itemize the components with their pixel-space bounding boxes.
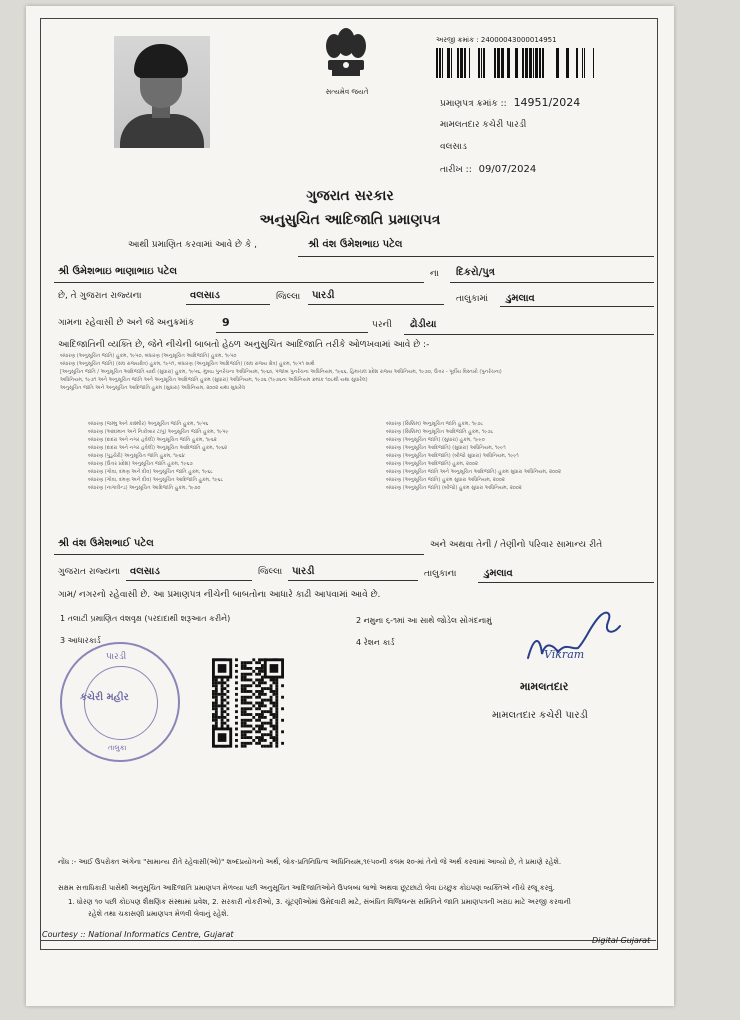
taluka-value: પારડી bbox=[312, 290, 335, 301]
district-value: વલસાડ bbox=[190, 290, 220, 301]
relation-value: દિકરો/પુત્ર bbox=[456, 267, 495, 278]
note-1: નોંધ :- આઈ ઉપરોક્ત અંગેના "સામાન્ય રીતે રહેવાસી(ઓ)" શબ્દપ્રયોગનો અર્થ, લોક-પ્રતિનિધિત્વ અધિનિયમ,૧૯૫૦ની કલમ ૨૦-માં તેનો જે અર્થ કરવામાં આવ્યો છે, તે પ્રમાણે રહેશે. bbox=[58, 858, 562, 866]
legal-order-line: બંધારણ (નાગાલેન્ડ) અનુસૂચિત આદિજાતિ હુકમ, ૧૯૭૦ bbox=[88, 485, 201, 491]
certify-text: આથી પ્રમાણિત કરવામાં આવે છે કે , bbox=[128, 240, 257, 250]
signature-scribble: Vikram bbox=[544, 648, 585, 661]
tribe-name: ઢોડીયા bbox=[410, 319, 437, 330]
legal-order-line: બંધારણ (દાદરા અને નગર હવેલી) અનુસૂચિત જાતિ હુકમ, ૧૯૬૨ bbox=[88, 437, 217, 443]
certificate-sheet bbox=[26, 6, 674, 1006]
person-name-2: શ્રી વંશ ઉમેશભાઈ પટેલ bbox=[58, 538, 154, 549]
application-number: અરજી ક્રમાંક : 24000043000014951 bbox=[436, 36, 557, 44]
seal-top-text: પારડી bbox=[106, 652, 127, 662]
district-label-2: જિલ્લા bbox=[258, 567, 283, 577]
legal-order-line: બંધારણ (અનુસૂચિત જાતિ) (સુધારા) હુકમ, ૧૯૯૦ bbox=[386, 437, 485, 443]
seal-center-text: કચેરી મહીર bbox=[80, 692, 129, 703]
note-4: રહેશે તથા ચકાસણી પ્રમાણપત્ર મેળવી લેવાનું રહેશે. bbox=[88, 910, 229, 918]
legal-orders-right bbox=[386, 420, 561, 492]
document-2: 2 નમુના ૬-૧માં આ સાથે જોડેલ સોગંદનામું bbox=[356, 616, 492, 625]
serial-number: 9 bbox=[222, 316, 230, 329]
legal-order-line: બંધારણ (અનુસૂચિત જાતિ) (બીજો) હુકમ સુધારા અધિનિયમ, ૨૦૦૨ bbox=[386, 485, 522, 491]
certificate-title: અનુસુચિત આદિજાતિ પ્રમાણપત્ર bbox=[259, 212, 441, 228]
village-value: ડુમલાવ bbox=[506, 293, 535, 304]
district-value-2: વલસાડ bbox=[130, 566, 160, 577]
legal-order-line: બંધારણ (ઉત્તર પ્રદેશ) અનુસૂચિત જાતિ હુકમ, ૧૯૬૭ bbox=[88, 461, 193, 467]
taluka-label: તાલુકામાં bbox=[456, 294, 489, 304]
legal-order-line: અધિનિયમ, ૧૯૭૧ અને અનુસૂચિત જાતિ અને અનુસૂચિત આદિજાતિ હુકમ (સુધારા) અધિનિયમ, ૧૯૭૬ (૧૯૭૬ના અધિનિયમ ક્રમાંક ૧૦૮થી યથા સુધારેલ) bbox=[60, 377, 368, 383]
legal-order-line: અનુસૂચિત જાતિ અને અનુસૂચિત આદિજાતિ હુકમ (સુધારા) અધિનિયમ, ૨૦૦૨ યથા સુધારેલ bbox=[60, 385, 246, 391]
document-3: 3 આધારકાર્ડ bbox=[60, 636, 101, 645]
legal-order-line: બંધારણ (અનુસૂચિત આદિજાતિ) હુકમ, ૨૦૦૨ bbox=[386, 461, 478, 467]
qr-code bbox=[212, 658, 284, 748]
legal-order-line: બંધારણ (અનુસૂચિત આદિજાતિ) (બીજો સુધારા) અધિનિયમ, ૧૯૯૧ bbox=[386, 453, 519, 459]
document-1: 1 તલાટી પ્રમાણિત વંશવૃક્ષ (પરદાદાથી શરૂઆત કરીને) bbox=[60, 614, 231, 623]
taluka-label-2: તાલુકાના bbox=[424, 569, 457, 579]
legal-order-line: બંધારણ (આંદામાન અને નિકોબાર ટાપુ) અનુસૂચિત જાતિ હુકમ, ૧૯૫૯ bbox=[88, 429, 229, 435]
footer-courtesy: Courtesy :: National Informatics Centre, Gujarat bbox=[42, 930, 234, 939]
legal-order-line: બંધારણ (સિક્કિમ) અનુસૂચિત આદિજાતિ હુકમ, ૧૯૭૮ bbox=[386, 429, 494, 435]
state-prefix-2: ગુજરાત રાજ્યના bbox=[58, 567, 121, 577]
relation-label: ના bbox=[430, 269, 439, 279]
cert-number: 14951/2024 bbox=[513, 96, 581, 109]
cert-number-label: પ્રમાણપત્ર ક્રમાંક :: bbox=[440, 99, 507, 109]
legal-orders-left bbox=[88, 420, 228, 492]
resident-text: ગામના રહેવાસી છે અને જે અનુક્રમાંક bbox=[58, 318, 195, 328]
office-seal bbox=[60, 642, 180, 762]
legal-order-line: બંધારણ (પુડુચેરી) અનુસૂચિત જાતિ હુકમ, ૧૯૬૪ bbox=[88, 453, 185, 459]
signature bbox=[520, 596, 630, 676]
tribe-text: આદિજાતિની વ્યક્તિ છે, જેને નીચેની બાબતો હેઠળ અનુસુચિત આદિજાતિ તરીકે ઓળખવામાં આવે છે :- bbox=[58, 340, 430, 350]
legal-order-line: બંધારણ (ગોવા, દમણ અને દીવ) અનુસૂચિત જાતિ હુકમ, ૧૯૬૮ bbox=[88, 469, 213, 475]
header-district: વલસાડ bbox=[440, 142, 467, 152]
legal-order-line: બંધારણ (દાદરા અને નગર હવેલી) અનુસૂચિત આદિજાતિ હુકમ, ૧૯૬૨ bbox=[88, 445, 228, 451]
legal-order-line: બંધારણ (અનુસૂચિત આદિજાતિ) (સુધારા) અધિનિયમ, ૧૯૯૧ bbox=[386, 445, 506, 451]
document-4: 4 રેશન કાર્ડ bbox=[356, 638, 395, 647]
footer-brand: Digital Gujarat bbox=[592, 936, 651, 945]
legal-order-line: બંધારણ (ગોવા, દમણ અને દીવ) અનુસૂચિત આદિજાતિ હુકમ, ૧૯૬૮ bbox=[88, 477, 224, 483]
parent-name: શ્રી ઉમેશભાઇ ભાણાભાઇ પટેલ bbox=[58, 266, 178, 277]
legal-order-line: બંધારણ (જમ્મુ અને કાશ્મીર) અનુસૂચિત જાતિ હુકમ, ૧૯૫૬ bbox=[88, 421, 209, 427]
certified-person-name: શ્રી વંશ ઉમેશભાઇ પટેલ bbox=[308, 239, 403, 250]
issue-date-row bbox=[440, 164, 536, 175]
taluka-value-2: પારડી bbox=[292, 566, 315, 577]
legal-orders-intro bbox=[60, 352, 502, 392]
basis-text: ગામ/ નગરનો રહેવાસી છે. આ પ્રમાણપત્ર નીચેની બાબતોના આધારે કાઢી આપવામાં આવે છે. bbox=[58, 590, 381, 600]
state-prefix: છે, તે ગુજરાત રાજ્યના bbox=[58, 291, 142, 301]
district-label: જિલ્લા bbox=[276, 292, 301, 302]
legal-order-line: બંધારણ (સિક્કિમ) અનુસૂચિત જાતિ હુકમ, ૧૯૭૮ bbox=[386, 421, 484, 427]
family-text: અને અથવા તેની / તેણીનો પરિવાર સામાન્ય રીતે bbox=[430, 540, 603, 550]
issuing-office: મામલતદાર કચેરી પારડી bbox=[440, 120, 527, 130]
note-3: 1. ધોરણ ૧૦ પછી કોઇપણ શૈક્ષણિક સંસ્થામાં પ્રવેશ, 2. સરકારી નોકરીઓ, 3. ચૂંટણીઓમાં ઉમેદવારી માટે, સંબંધિત વિજિલન્સ સમિતિને જાતિ પ્રમાણપત્રની ખરાઇ માટે અરજી કરવાની bbox=[68, 898, 571, 906]
signatory-designation: મામલતદાર bbox=[520, 680, 569, 693]
barcode bbox=[436, 48, 606, 78]
applicant-photo bbox=[114, 36, 210, 148]
seal-bottom-text: તાલુકા bbox=[108, 744, 127, 752]
emblem-caption: સત્યમેવ જયતે bbox=[325, 88, 369, 96]
legal-order-line: બંધારણ (અનુસૂચિત જાતિ) હુકમ, ૧૯૫૦, બંધારણ (અનુસૂચિત આદિજાતિ) હુકમ, ૧૯૫૦ bbox=[60, 353, 237, 359]
serial-suffix: પરની bbox=[372, 320, 392, 330]
legal-order-line: બંધારણ (અનુસૂચિત જાતિ) હુકમ સુધારા અધિનિયમ, ૨૦૦૨ bbox=[386, 477, 505, 483]
issue-date: 09/07/2024 bbox=[478, 164, 537, 175]
government-title: ગુજરાત સરકાર bbox=[306, 188, 394, 204]
village-value-2: ડુમલાવ bbox=[484, 568, 513, 579]
signatory-office: મામલતદાર કચેરી પારડી bbox=[492, 710, 588, 721]
legal-order-line: બંધારણ (અનુસૂચિત જાતિ અને અનુસૂચિત આદિજાતિ) હુકમ સુધારા અધિનિયમ, ૨૦૦૨ bbox=[386, 469, 561, 475]
legal-order-line: બંધારણ (અનુસૂચિત જાતિ) (સંઘ રાજ્યક્ષેત્ર) હુકમ, ૧૯૫૧, બંધારણ (અનુસૂચિત આદિજાતિ) (સંઘ રાજ્ય ક્ષેત્ર) હુકમ, ૧૯૫૧ સાથે bbox=[60, 361, 315, 367]
ashoka-emblem-icon bbox=[318, 20, 374, 84]
cert-number-row bbox=[440, 96, 580, 109]
note-2: સક્ષમ સત્તાધિકારી પાસેથી અનુસૂચિત આદિજાતિ પ્રમાણપત્ર મેળવ્યા પછી અનુસૂચિત આદિજાતિઓને ઉપલબ્ધ લાભો અથવા છૂટછાટો લેવા ઇચ્છુક કોઇપણ વ્યક્તિએ નીચે રજૂ કરવું. bbox=[58, 884, 555, 892]
date-label: તારીખ :: bbox=[440, 165, 472, 175]
legal-order-line: [અનુસૂચિત જાતિ / અનુસૂચિત આદિજાતિ યાદી (સુધારા) હુકમ, ૧૯૫૬, મુંબઇ પુનર્રચના અધિનિયમ, ૧૯૬૦, પંજાબ પુનર્રચના અધિનિયમ, ૧૯૬૬, હિમાચલ પ્રદેશ રાજ્ય અધિનિયમ, ૧૯૭૦, ઉત્તર - પૂર્વીય વિસ્તારો (પુનર્રચના) bbox=[60, 369, 502, 375]
